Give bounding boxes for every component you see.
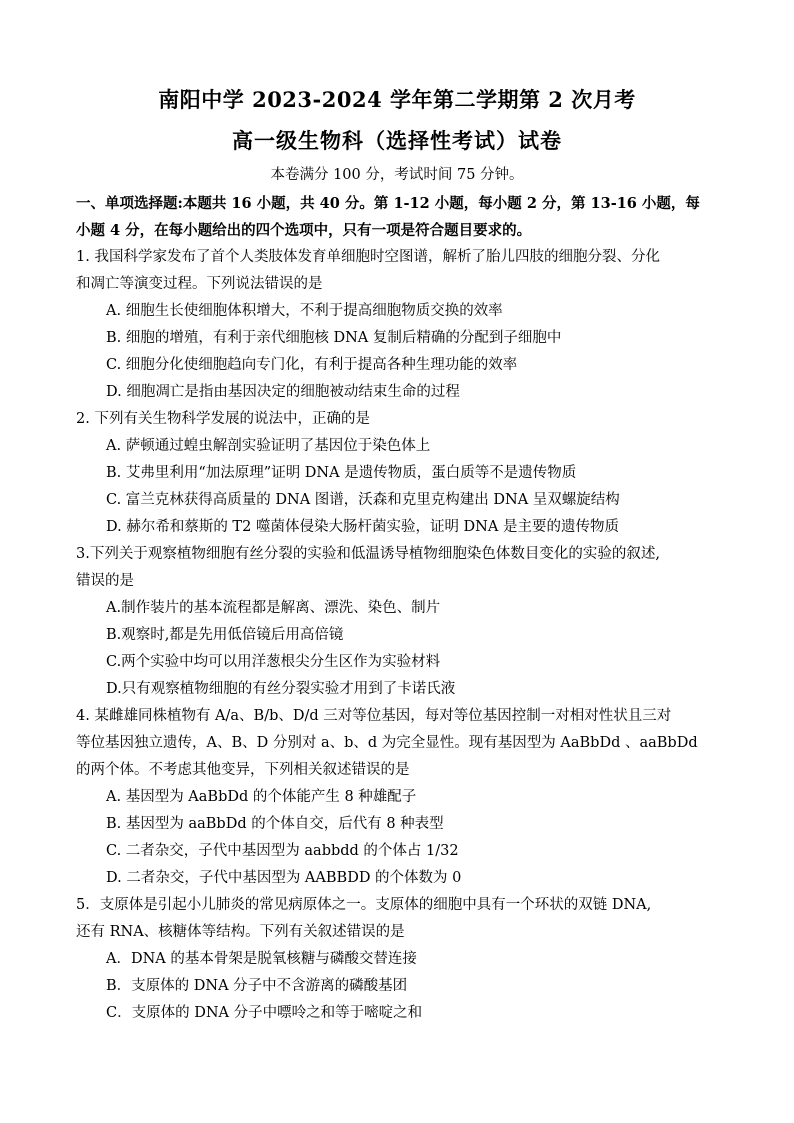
- section-heading: [76, 190, 726, 244]
- section-heading-line: 小题 4 分，在每小题给出的四个选项中，只有一项是符合题目要求的。: [76, 222, 532, 239]
- exam-title: 南阳中学 2023-2024 学年第二学期第 2 次月考: [158, 87, 636, 112]
- question-stem-line: 1. 我国科学家发布了首个人类肢体发育单细胞时空图谱，解析了胎儿四肢的细胞分裂、分化: [76, 249, 660, 265]
- exam-content: [76, 190, 726, 1027]
- option-c: C．支原体的 DNA 分子中嘌呤之和等于嘧啶之和: [106, 1005, 423, 1021]
- question-5: [76, 892, 726, 1027]
- option-d: D.只有观察植物细胞的有丝分裂实验才用到了卡诺氏液: [106, 681, 456, 697]
- question-stem-line: 错误的是: [76, 573, 134, 589]
- section-heading-line: 一、单项选择题:本题共 16 小题，共 40 分。第 1-12 小题，每小题 2 分，第 13-16 小题，每: [76, 195, 700, 212]
- option-b: B.观察时,都是先用低倍镜后用高倍镜: [106, 627, 344, 643]
- exam-info: 本卷满分 100 分，考试时间 75 分钟。: [270, 167, 524, 183]
- option-a: A．DNA 的基本骨架是脱氧核糖与磷酸交替连接: [106, 951, 417, 967]
- option-c: C. 细胞分化使细胞趋向专门化，有利于提高各种生理功能的效率: [106, 357, 518, 373]
- question-stem-line: 还有 RNA、核糖体等结构。下列有关叙述错误的是: [76, 924, 405, 940]
- option-a: A. 细胞生长使细胞体积增大，不利于提高细胞物质交换的效率: [106, 303, 503, 319]
- option-b: B. 基因型为 aaBbDd 的个体自交，后代有 8 种表型: [106, 816, 444, 832]
- question-4: [76, 703, 726, 892]
- option-d: D. 赫尔希和蔡斯的 T2 噬菌体侵染大肠杆菌实验，证明 DNA 是主要的遗传物质: [106, 519, 619, 535]
- option-d: D. 细胞凋亡是指由基因决定的细胞被动结束生命的过程: [106, 384, 460, 400]
- question-stem-line: 的两个体。不考虑其他变异，下列相关叙述错误的是: [76, 762, 410, 778]
- exam-subtitle: 高一级生物科（选择性考试）试卷: [232, 128, 562, 153]
- option-c: C. 富兰克林获得高质量的 DNA 图谱，沃森和克里克构建出 DNA 呈双螺旋结构: [106, 492, 620, 508]
- option-b: B. 细胞的增殖，有利于亲代细胞核 DNA 复制后精确的分配到子细胞中: [106, 330, 562, 346]
- option-a: A. 基因型为 AaBbDd 的个体能产生 8 种雄配子: [106, 789, 417, 805]
- option-d: D. 二者杂交，子代中基因型为 AABBDD 的个体数为 0: [106, 870, 462, 886]
- option-c: C. 二者杂交，子代中基因型为 aabbdd 的个体占 1/32: [106, 843, 459, 859]
- question-3: [76, 541, 726, 703]
- question-stem-line: 4. 某雌雄同株植物有 A/a、B/b、D/d 三对等位基因，每对等位基因控制一对相对性状且三对: [76, 708, 672, 724]
- question-stem-line: 2. 下列有关生物科学发展的说法中，正确的是: [76, 411, 370, 427]
- question-stem-line: 等位基因独立遗传，A、B、D 分别对 a、b、d 为完全显性。现有基因型为 AaBbDd 、aaBbDd: [76, 735, 698, 751]
- question-1: [76, 244, 726, 406]
- option-a: A. 萨顿通过蝗虫解剖实验证明了基因位于染色体上: [106, 438, 431, 454]
- option-a: A.制作装片的基本流程都是解离、漂洗、染色、制片: [106, 600, 441, 616]
- option-b: B．支原体的 DNA 分子中不含游离的磷酸基团: [106, 978, 408, 994]
- question-stem-line: 5．支原体是引起小儿肺炎的常见病原体之一。支原体的细胞中具有一个环状的双链 DNA,: [76, 897, 652, 913]
- option-b: B. 艾弗里利用“加法原理”证明 DNA 是遗传物质，蛋白质等不是遗传物质: [106, 465, 577, 481]
- question-2: [76, 406, 726, 541]
- option-c: C.两个实验中均可以用洋葱根尖分生区作为实验材料: [106, 654, 441, 670]
- question-stem-line: 3.下列关于观察植物细胞有丝分裂的实验和低温诱导植物细胞染色体数目变化的实验的叙述,: [76, 546, 660, 562]
- question-stem-line: 和凋亡等演变过程。下列说法错误的是: [76, 276, 323, 292]
